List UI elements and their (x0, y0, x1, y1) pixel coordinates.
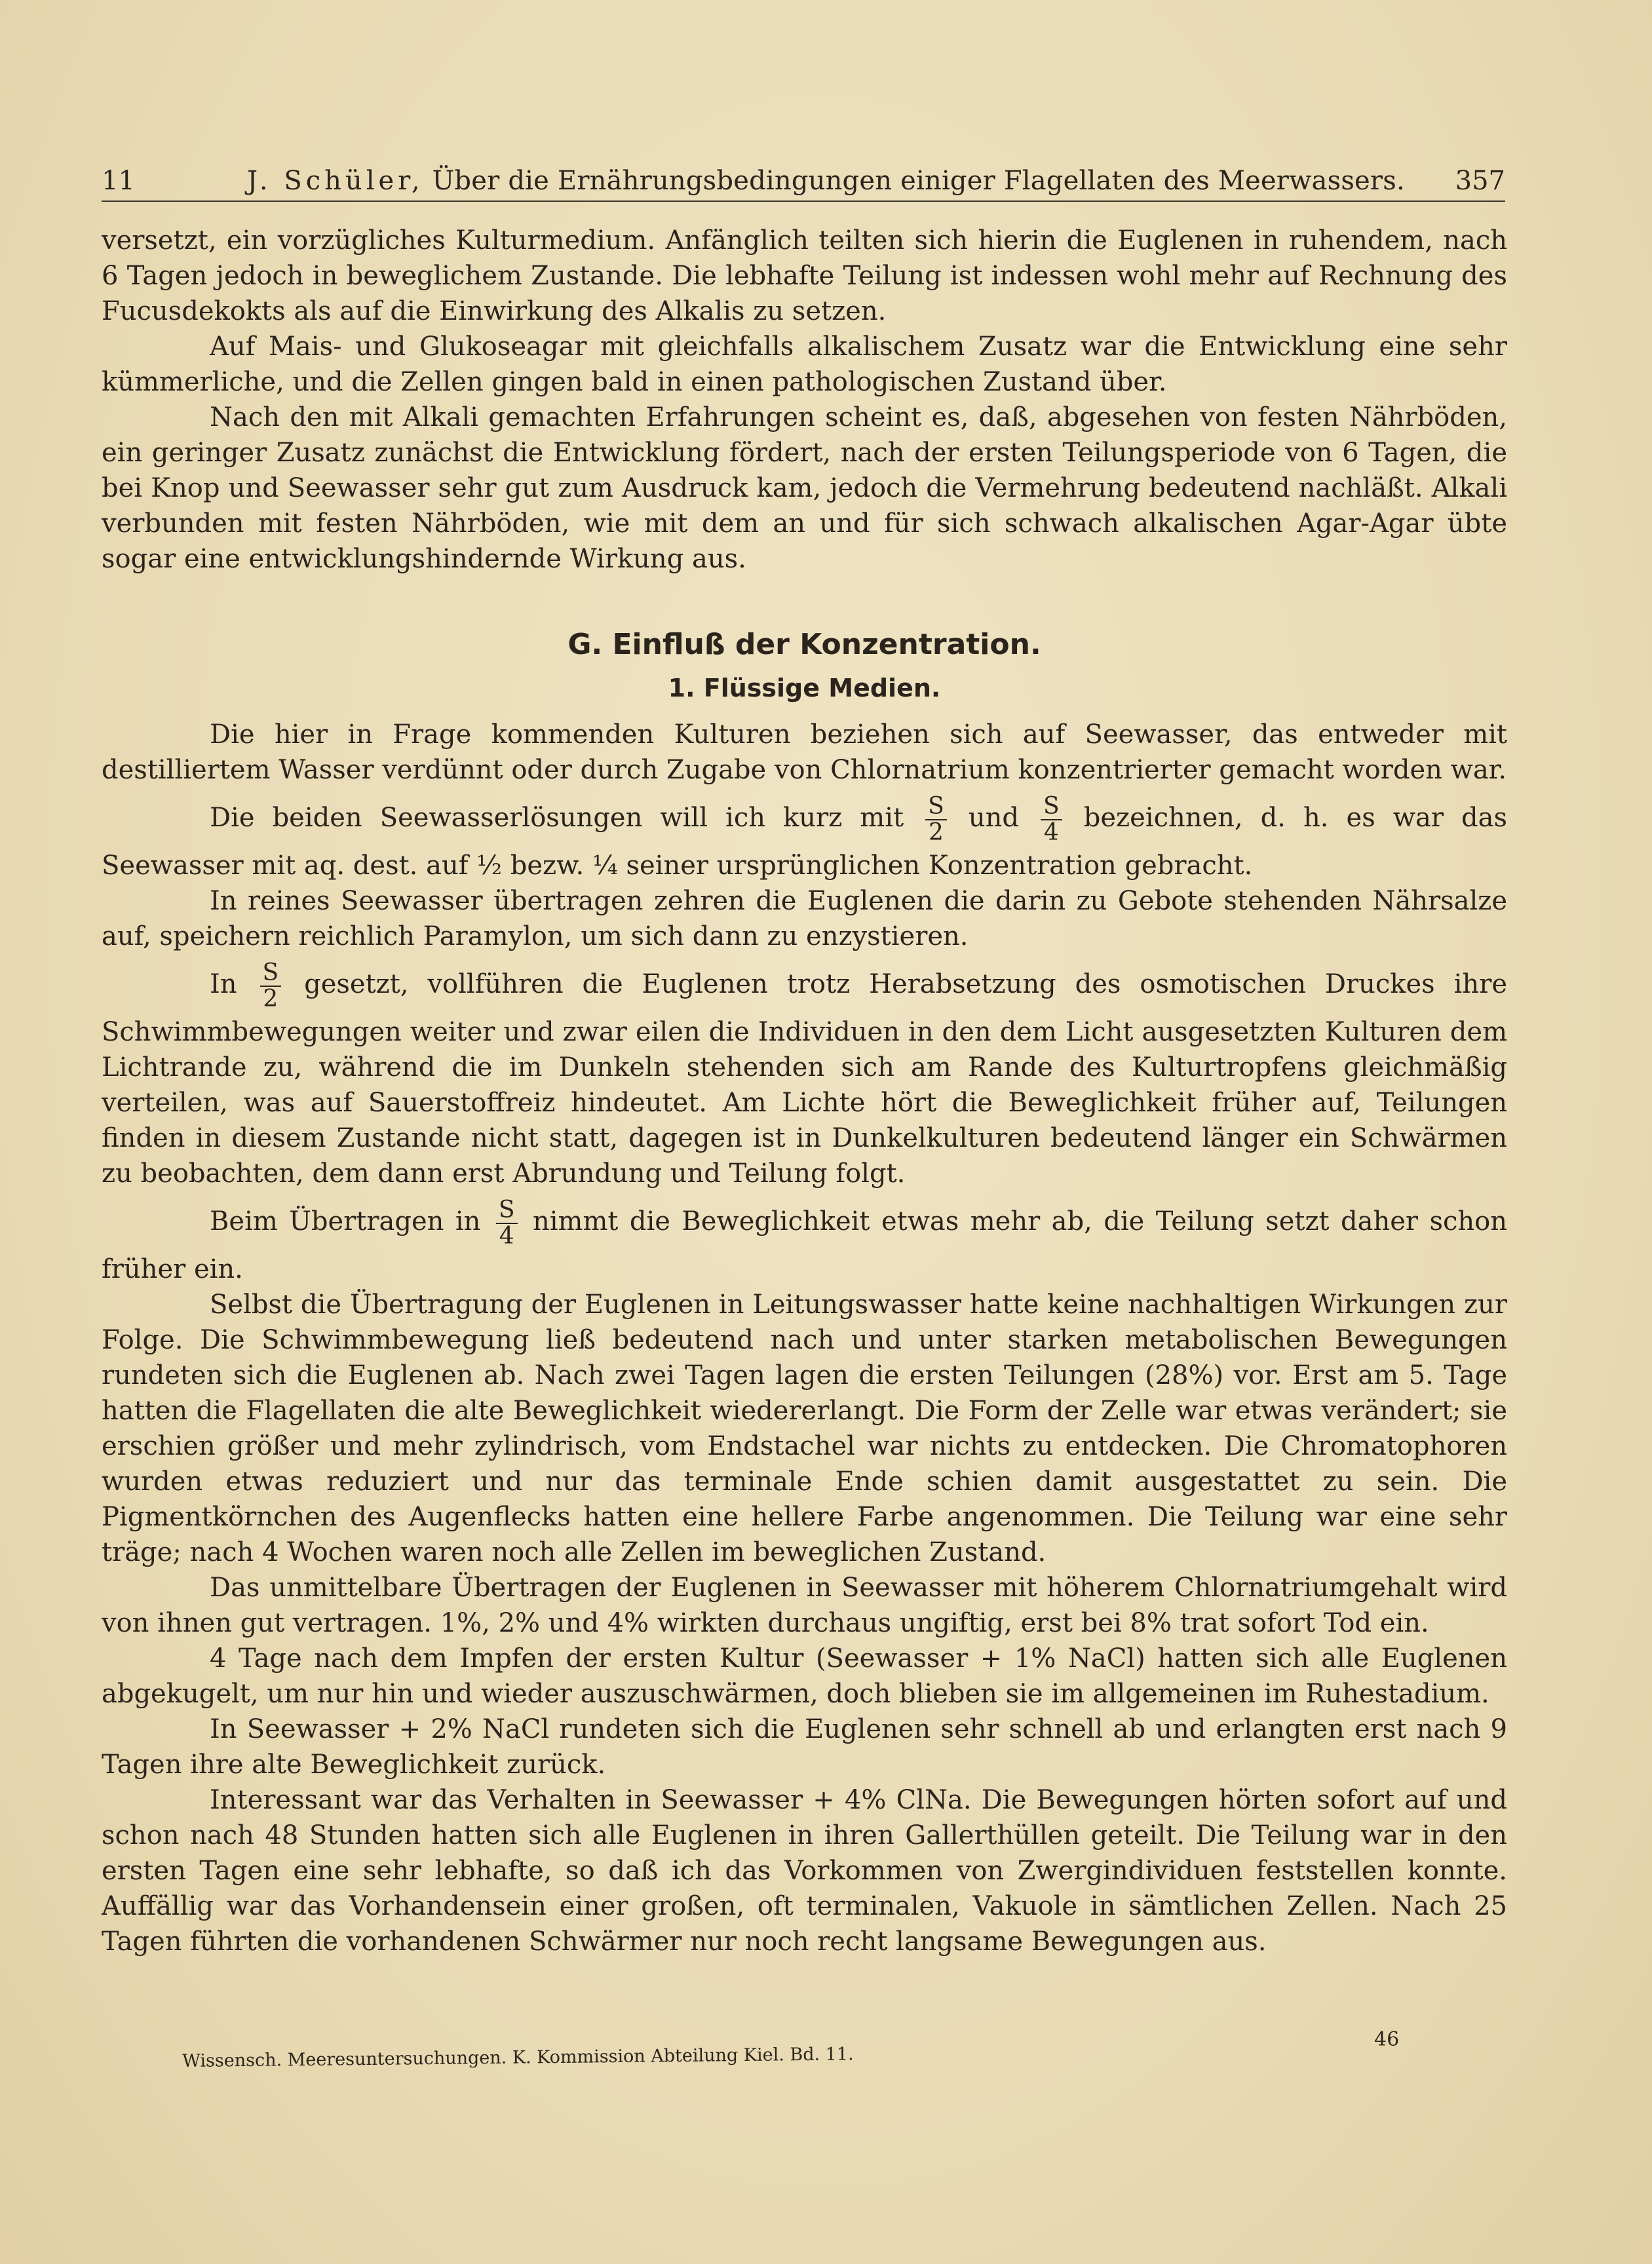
paragraph: In reines Seewasser übertragen zehren die Euglenen die darin zu Gebote stehenden Nährsalze auf, speichern reichlich Paramylon, um sich dann zu enzystieren. (102, 886, 1507, 951)
fraction-denominator: 4 (1043, 819, 1059, 846)
fraction-numerator: S (1041, 794, 1062, 820)
text-span: nimmt die Beweglichkeit etwas mehr ab, die Teilung setzt daher schon früher ein. (102, 1206, 1508, 1284)
running-title (247, 161, 1405, 201)
paragraph: Auf Mais- und Glukoseagar mit gleichfalls alkalischem Zusatz war die Entwicklung eine sehr kümmerliche, und die Zellen gingen bald in einen pathologischen Zustand über. (102, 332, 1507, 397)
paragraph: Interessant war das Verhalten in Seewasser + 4% ClNa. Die Bewegungen hörten sofort auf und schon nach 48 Stunden hatten sich alle Euglenen in ihren Gallerthüllen geteilt. Die Teilung war in den ersten Tagen eine sehr lebhafte, so daß ich das Vorkommen von Zwergindividuen feststellen konnte. Auffällig war das Vorhandensein einer großen, oft terminalen, Vakuole in sämtlichen Zellen. Nach 25 Tagen führten die vorhandenen Schwärmer nur noch recht langsame Bewegungen aus. (102, 1785, 1507, 1957)
paragraph-fraction (102, 1191, 1507, 1287)
fraction-numerator: S (260, 961, 282, 987)
text-span: Beim Übertragen in (210, 1206, 481, 1237)
article-title: Über die Ernährungsbedingungen einiger Flagellaten des Meerwassers. (432, 166, 1405, 196)
sheet-number: 46 (1374, 2028, 1400, 2051)
paragraph-fractions (102, 788, 1507, 883)
fraction-s-quarter (1041, 794, 1062, 845)
body-text (102, 223, 1507, 1959)
text-span: gesetzt, vollführen die Euglenen trotz Herabsetzung des osmotischen Druckes ihre Schwimmbewegungen weiter und zwar eilen die Individuen in den dem Licht ausgesetzten Kulturen dem Lichtrande zu, während die im Dunkeln stehenden sich am Rande des Kulturtropfens gleichmäßig verteilen, was auf Sauerstoffreiz hindeutet. Am Lichte hört die Beweglichkeit früher auf, Teilungen finden in diesem Zustande nicht statt, dagegen ist in Dunkelkulturen bedeutend länger ein Schwärmen zu beobachten, dem dann erst Abrundung und Teilung folgt. (102, 969, 1507, 1189)
author: J. Schüler, (247, 166, 424, 196)
subsection-heading: 1. Flüssige Medien. (668, 674, 941, 702)
paragraph: Selbst die Übertragung der Euglenen in Leitungswasser hatte keine nachhaltigen Wirkungen zur Folge. Die Schwimmbewegung ließ bedeutend nach und unter starken metabolischen Bewegungen rundeten sich die Euglenen ab. Nach zwei Tagen lagen die ersten Teilungen (28%) vor. Erst am 5. Tage hatten die Flagellaten die alte Beweglichkeit wiedererlangt. Die Form der Zelle war etwas verändert; sie erschien größer und mehr zylindrisch, vom Endstachel war nichts zu entdecken. Die Chromatophoren wurden etwas reduziert und nur das terminale Ende schien damit ausgestattet zu sein. Die Pigmentkörnchen des Augenflecks hatten eine hellere Farbe angenommen. Die Teilung war eine sehr träge; nach 4 Wochen waren noch alle Zellen im beweglichen Zustand. (102, 1290, 1507, 1567)
paragraph: versetzt, ein vorzügliches Kulturmedium. Anfänglich teilten sich hierin die Euglenen in ruhendem, nach 6 Tagen jedoch in beweglichem Zustande. Die lebhafte Teilung ist indessen wohl mehr auf Rechnung des Fucusdekokts als auf die Einwirkung des Alkalis zu setzen. (102, 225, 1507, 326)
text-span: In (210, 969, 237, 999)
footer-note: Wissensch. Meeresuntersuchungen. K. Kommission Abteilung Kiel. Bd. 11. (182, 2044, 854, 2071)
running-header (102, 161, 1505, 202)
paragraph: 4 Tage nach dem Impfen der ersten Kultur (Seewasser + 1% NaCl) hatten sich alle Euglenen abgekugelt, um nur hin und wieder auszuschwärmen, doch blieben sie im allgemeinen im Ruhestadium. (102, 1643, 1507, 1709)
fraction-s-quarter (496, 1198, 518, 1249)
paragraph: Das unmittelbare Übertragen der Euglenen in Seewasser mit höherem Chlornatriumgehalt wird von ihnen gut vertragen. 1%, 2% und 4% wirkten durchaus ungiftig, erst bei 8% trat sofort Tod ein. (102, 1573, 1507, 1638)
paragraph: In Seewasser + 2% NaCl rundeten sich die Euglenen sehr schnell ab und erlangten erst nach 9 Tagen ihre alte Beweglichkeit zurück. (102, 1714, 1507, 1780)
paragraph-fraction (102, 954, 1507, 1191)
fraction-denominator: 2 (263, 986, 279, 1012)
text-span: und (968, 803, 1019, 833)
paragraph: Nach den mit Alkali gemachten Erfahrungen scheint es, daß, abgesehen von festen Nährböden, ein geringer Zusatz zunächst die Entwicklung fördert, nach der ersten Teilungsperiode von 6 Tagen, die bei Knop und Seewasser sehr gut zum Ausdruck kam, jedoch die Vermehrung bedeutend nachläßt. Alkali verbunden mit festen Nährböden, wie mit dem an und für sich schwach alkalischen Agar-Agar übte sogar eine entwicklungshindernde Wirkung aus. (102, 402, 1507, 574)
text-span: bezeichnen, d. h. es war das Seewasser mit aq. dest. auf ½ bezw. ¼ seiner ursprünglichen Konzentration gebracht. (102, 803, 1508, 881)
fraction-numerator: S (496, 1198, 518, 1224)
right-page-number: 357 (1455, 166, 1505, 196)
text-span: Die beiden Seewasserlösungen will ich kurz mit (210, 803, 904, 833)
left-page-number: 11 (102, 166, 135, 196)
section-heading: G. Einfluß der Konzentration. (567, 628, 1041, 661)
fraction-s-half (260, 961, 282, 1012)
paragraph: Die hier in Frage kommenden Kulturen beziehen sich auf Seewasser, das entweder mit destilliertem Wasser verdünnt oder durch Zugabe von Chlornatrium konzentrierter gemacht worden war. (102, 719, 1507, 785)
fraction-denominator: 2 (929, 819, 944, 846)
fraction-s-half (925, 794, 947, 845)
fraction-numerator: S (925, 794, 947, 820)
fraction-denominator: 4 (499, 1223, 514, 1250)
